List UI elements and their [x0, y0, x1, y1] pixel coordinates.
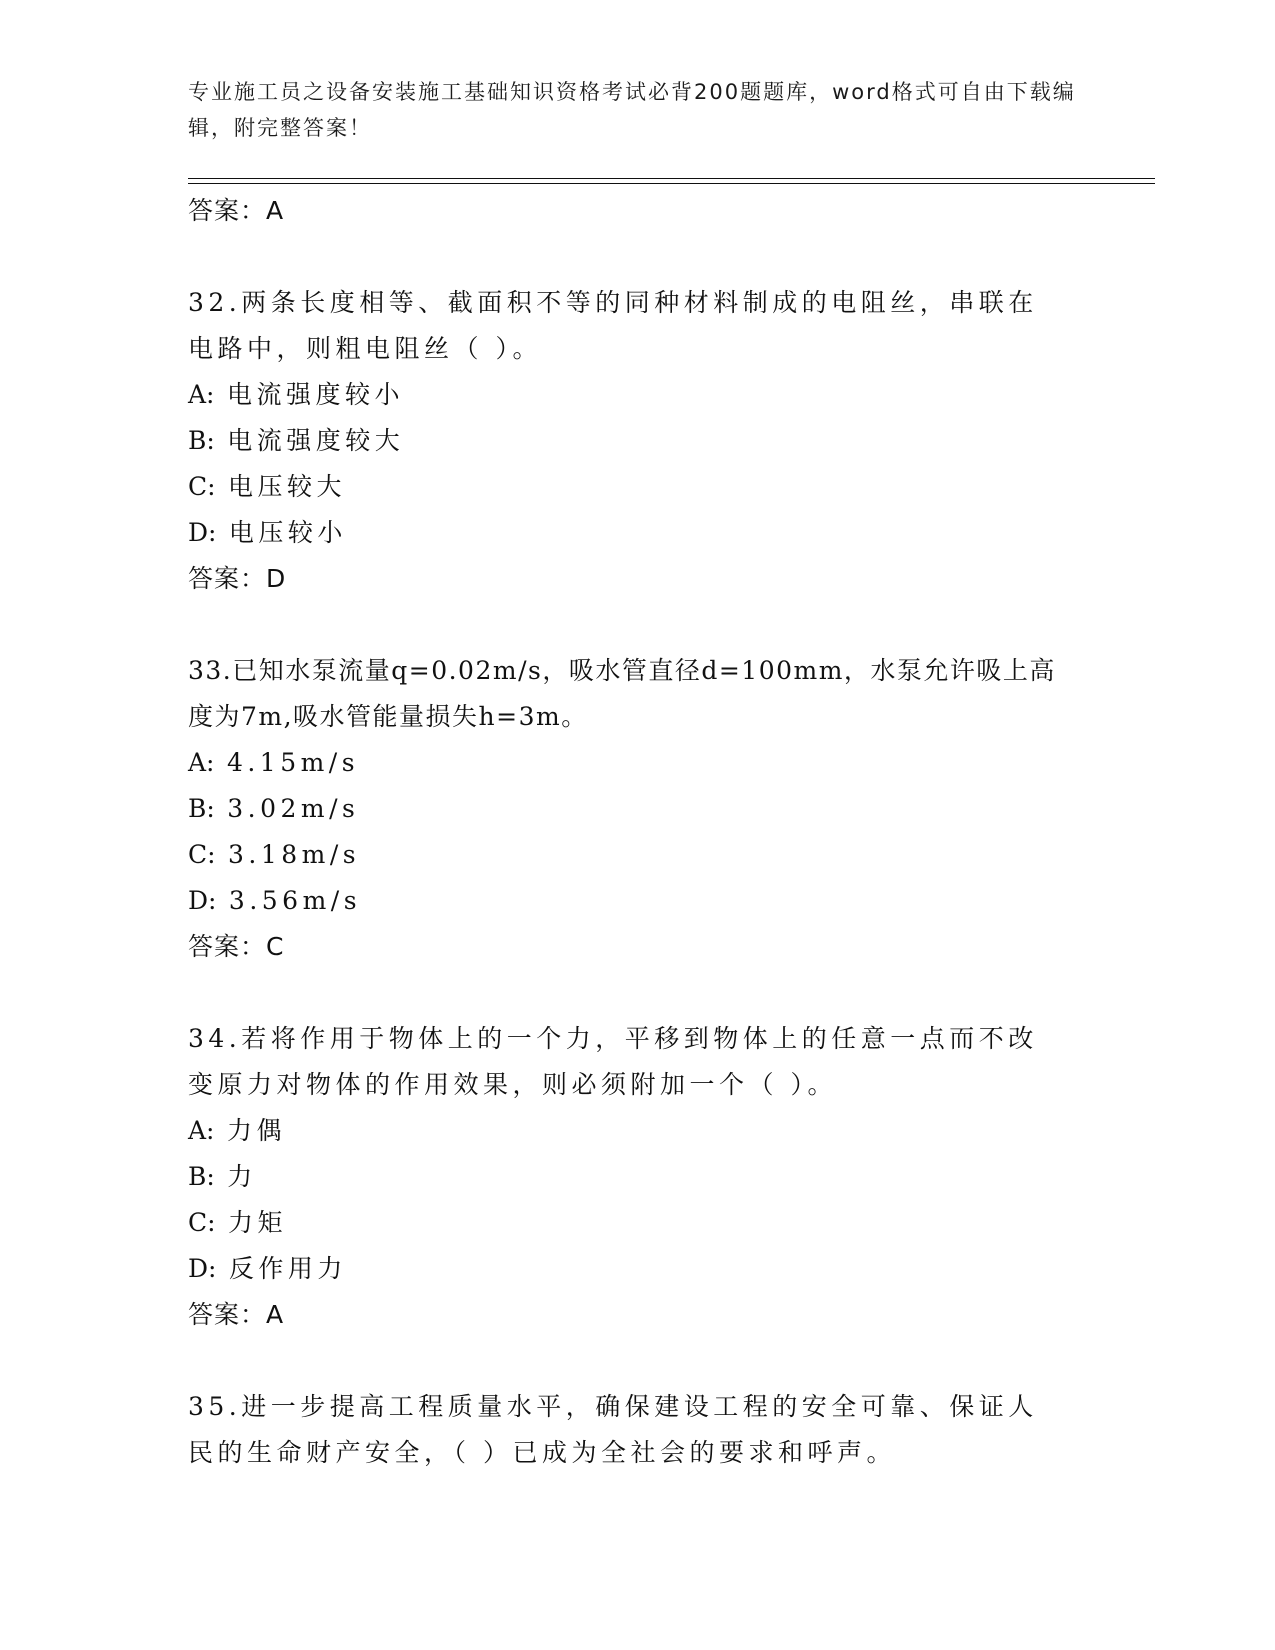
- option-text: 4.15m/s: [226, 748, 360, 777]
- question-text: 32.两条长度相等、截面积不等的同种材料制成的电阻丝，串联在电路中，则粗电阻丝（ ）。: [188, 288, 1038, 363]
- question-list: [188, 188, 1088, 1476]
- header-divider-bottom: [188, 183, 1155, 184]
- option-text: 力矩: [228, 1208, 288, 1237]
- question-34: [188, 1016, 1088, 1338]
- question-text: 34.若将作用于物体上的一个力，平移到物体上的任意一点而不改变原力对物体的作用效果，则必须附加一个（ ）。: [188, 1024, 1038, 1099]
- question-text: 35.进一步提高工程质量水平，确保建设工程的安全可靠、保证人民的生命财产安全，（ ）已成为全社会的要求和呼声。: [188, 1392, 1038, 1467]
- option-text: 3.02m/s: [227, 794, 360, 823]
- option-key: A:: [188, 380, 215, 409]
- option-a: [188, 372, 1088, 418]
- option-d: [188, 878, 1088, 924]
- answer: 答案：A: [188, 1300, 285, 1329]
- option-b: [188, 1154, 1088, 1200]
- previous-answer: 答案：A: [188, 196, 285, 225]
- option-d: [188, 1246, 1088, 1292]
- question-35: [188, 1384, 1088, 1476]
- option-text: 电流强度较小: [226, 380, 404, 409]
- option-a: [188, 1108, 1088, 1154]
- option-key: A:: [188, 1116, 215, 1145]
- option-text: 电压较小: [228, 518, 347, 547]
- option-text: 3.56m/s: [228, 886, 362, 915]
- option-text: 反作用力: [228, 1254, 347, 1283]
- option-text: 力偶: [226, 1116, 286, 1145]
- option-b: [188, 786, 1088, 832]
- option-c: [188, 1200, 1088, 1246]
- option-key: B:: [188, 1162, 215, 1191]
- option-c: [188, 832, 1088, 878]
- option-key: A:: [188, 748, 215, 777]
- option-key: C:: [188, 1208, 216, 1237]
- option-c: [188, 464, 1088, 510]
- option-d: [188, 510, 1088, 556]
- question-text: 33.已知水泵流量q=0.02m/s，吸水管直径d=100mm，水泵允许吸上高度为7m,吸水管能量损失h=3m。: [188, 656, 1056, 731]
- answer: 答案：C: [188, 932, 285, 961]
- document-header: 专业施工员之设备安装施工基础知识资格考试必背200题题库，word格式可自由下载编辑，附完整答案！: [188, 80, 1076, 140]
- option-text: 电流强度较大: [227, 426, 405, 455]
- option-key: D:: [188, 518, 217, 547]
- option-b: [188, 418, 1088, 464]
- question-32: [188, 280, 1088, 602]
- option-key: C:: [188, 472, 216, 501]
- answer: 答案：D: [188, 564, 287, 593]
- option-key: B:: [188, 426, 215, 455]
- option-a: [188, 740, 1088, 786]
- option-key: B:: [188, 794, 215, 823]
- option-text: 力: [227, 1162, 257, 1191]
- option-text: 3.18m/s: [228, 840, 361, 869]
- option-text: 电压较大: [228, 472, 347, 501]
- header-divider-top: [188, 178, 1155, 179]
- question-33: [188, 648, 1088, 970]
- option-key: D:: [188, 1254, 217, 1283]
- option-key: D:: [188, 886, 217, 915]
- option-key: C:: [188, 840, 216, 869]
